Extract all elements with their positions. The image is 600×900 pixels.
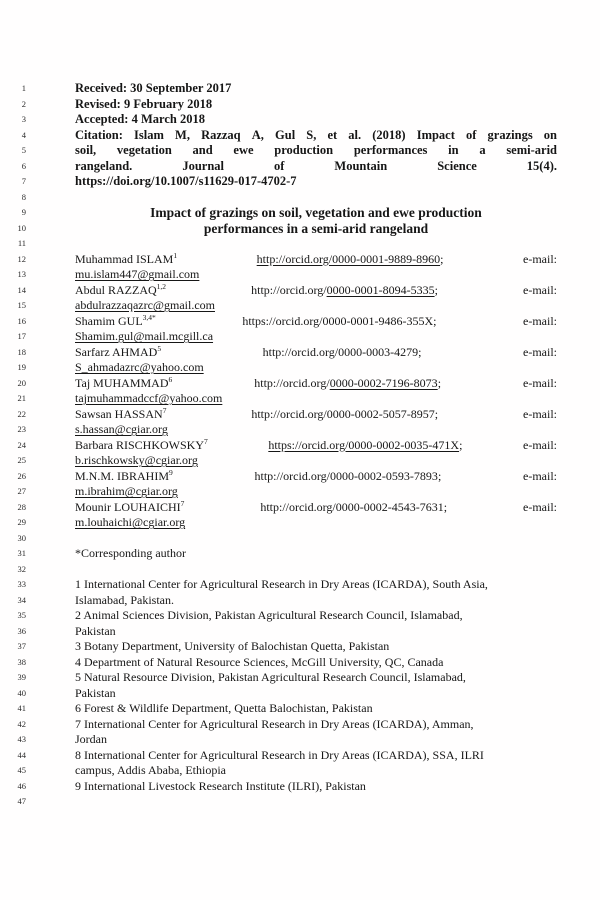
- document-line: [10, 562, 557, 578]
- revised-line: Revised: 9 February 2018: [75, 96, 213, 111]
- line-number: 16: [17, 315, 26, 326]
- line-number: 6: [21, 160, 26, 171]
- author-name: Barbara RISCHKOWSKY$^7$: [75, 436, 208, 452]
- author-affiliation-superscript: 7: [162, 405, 167, 415]
- author-affiliation-superscript: 6: [168, 374, 173, 384]
- document-line: [10, 391, 557, 407]
- document-line: [10, 717, 557, 733]
- orcid-link[interactable]: http://orcid.org/0000-0001-8094-5335;: [251, 282, 438, 297]
- line-number: 33: [17, 579, 26, 589]
- document-line: [10, 283, 557, 299]
- document-line: [10, 190, 557, 206]
- document-line: [10, 593, 557, 609]
- author-affiliation-superscript: 1,2: [156, 281, 167, 291]
- citation-word: Impact: [416, 127, 455, 142]
- author-name: Shamim $GUL^{3,4*}$: [75, 312, 156, 328]
- citation-word: production: [274, 143, 334, 157]
- email-link[interactable]: m.ibrahim@cgiar.org: [75, 484, 178, 498]
- email-label: e-mail:: [523, 313, 557, 328]
- email-link[interactable]: Shamim.gul@mail.mcgill.ca: [75, 329, 214, 343]
- orcid-link[interactable]: http://orcid.org/0000-0002-0593-7893;: [254, 468, 442, 483]
- document-line: [10, 484, 557, 500]
- line-number: 12: [17, 253, 26, 264]
- affiliation-line: 2 Animal Sciences Division, Pakistan Agricultural Research Council, Islamabad,: [75, 608, 463, 622]
- author-affiliation-superscript: 5: [157, 343, 162, 353]
- citation-word: et: [327, 127, 338, 142]
- citation-word: on: [543, 127, 557, 142]
- received-line: Received: 30 September 2017: [75, 81, 232, 95]
- orcid-link[interactable]: http://orcid.org/0000-0003-4279;: [262, 344, 422, 359]
- document-line: [10, 794, 557, 810]
- document-line: [10, 407, 557, 423]
- orcid-link[interactable]: http://orcid.org/0000-0002-4543-7631;: [260, 499, 448, 514]
- email-label: e-mail:: [523, 499, 557, 514]
- document-line: [10, 469, 557, 485]
- document-line: [10, 670, 557, 686]
- line-number: 2: [21, 98, 26, 109]
- author-name: M.N.M. IBRAHIM$^9$: [75, 467, 173, 483]
- line-number: 47: [17, 796, 26, 806]
- corresponding-author-note: *Corresponding author: [75, 546, 186, 560]
- line-number: 13: [17, 269, 26, 279]
- line-number: 39: [17, 672, 26, 682]
- email-label: e-mail:: [523, 437, 557, 452]
- citation-word: al.: [348, 127, 362, 142]
- author-name: Abdul RAZZAQ$^{1,2}$: [75, 281, 167, 297]
- line-number: 7: [21, 176, 26, 186]
- line-number: 36: [17, 625, 26, 636]
- document-line: [10, 97, 557, 113]
- citation-word: semi-arid: [506, 143, 557, 157]
- citation-word: Citation:: [75, 127, 123, 142]
- email-link[interactable]: S_ahmadazrc@yahoo.com: [75, 360, 204, 374]
- citation-word: 15(4).: [526, 158, 557, 173]
- line-number: 21: [17, 393, 26, 403]
- citation-word: performances: [353, 143, 428, 157]
- document-line: [10, 686, 557, 702]
- line-number: 23: [17, 424, 26, 434]
- line-numbered-text-block: [10, 81, 557, 810]
- document-line: [10, 159, 557, 175]
- orcid-link[interactable]: http://orcid.org/0000-0002-5057-8957;: [251, 406, 439, 421]
- citation-word: rangeland.: [75, 158, 133, 173]
- line-number: 11: [17, 238, 26, 248]
- author-affiliation-superscript: 7: [203, 436, 208, 446]
- line-number: 29: [17, 517, 26, 527]
- author-affiliation-superscript: 1: [173, 250, 178, 260]
- line-number: 35: [17, 610, 26, 620]
- line-number: 18: [17, 346, 26, 357]
- citation-word: and: [192, 143, 213, 157]
- line-number: 44: [17, 749, 26, 760]
- email-link[interactable]: mu.islam447@gmail.com: [75, 267, 200, 281]
- document-line: [10, 748, 557, 764]
- affiliation-line: 4 Department of Natural Resource Sciences, McGill University, QC, Canada: [75, 654, 444, 669]
- citation-word: of: [274, 158, 285, 173]
- line-number: 37: [17, 641, 26, 651]
- citation-word: vegetation: [116, 143, 172, 157]
- document-line: [10, 112, 557, 128]
- line-number: 25: [17, 455, 26, 465]
- document-line: [10, 205, 557, 221]
- document-line: [10, 500, 557, 516]
- document-line: [10, 608, 557, 624]
- email-link[interactable]: m.louhaichi@cgiar.org: [75, 515, 186, 529]
- email-link[interactable]: abdulrazzaqazrc@gmail.com: [75, 298, 215, 312]
- line-number: 27: [17, 486, 26, 496]
- document-line: [10, 779, 557, 795]
- author-affiliation-superscript: 3,4*: [142, 312, 156, 322]
- citation-word: a: [479, 143, 486, 157]
- author-name: Muhammad ISLAM$^1$: [75, 250, 178, 266]
- document-line: [10, 174, 557, 190]
- affiliation-line: Jordan: [75, 732, 107, 746]
- document-line: [10, 236, 557, 252]
- document-line: [10, 143, 557, 159]
- author-name: Sarfarz AHMAD$^5$: [75, 343, 162, 359]
- line-number: 38: [17, 656, 26, 667]
- document-line: [10, 81, 557, 97]
- line-number: 10: [17, 222, 26, 233]
- document-line: [10, 531, 557, 547]
- line-number: 41: [17, 703, 26, 713]
- email-label: e-mail:: [523, 251, 557, 266]
- line-number: 4: [21, 129, 26, 140]
- email-label: e-mail:: [523, 375, 557, 390]
- document-line: [10, 298, 557, 314]
- doi-link[interactable]: https://doi.org/10.1007/s11629-017-4702-7: [75, 174, 297, 188]
- affiliation-line: 7 International Center for Agricultural Research in Dry Areas (ICARDA), Amman,: [75, 716, 474, 731]
- paper-title-line: performances in a semi-arid rangeland: [203, 220, 429, 236]
- citation-word: of: [466, 127, 477, 142]
- email-link[interactable]: s.hassan@cgiar.org: [75, 422, 168, 436]
- document-line: [10, 329, 557, 345]
- citation-word: ewe: [233, 143, 254, 157]
- affiliation-line: 1 International Center for Agricultural Research in Dry Areas (ICARDA), South Asia,: [75, 577, 488, 591]
- line-number: 40: [17, 687, 26, 698]
- orcid-link[interactable]: http://orcid.org/0000-0001-9889-8960;: [256, 251, 444, 266]
- document-line: [10, 515, 557, 531]
- line-number: 17: [17, 331, 26, 341]
- paper-title-line: Impact of grazings on soil, vegetation and ewe production: [150, 205, 482, 220]
- citation-word: Science: [437, 158, 477, 173]
- citation-word: Islam: [134, 127, 164, 142]
- affiliation-line: campus, Addis Ababa, Ethiopia: [75, 763, 226, 777]
- citation-word: (2018): [372, 127, 406, 142]
- affiliation-line: 6 Forest & Wildlife Department, Quetta Balochistan, Pakistan: [75, 701, 373, 715]
- document-line: [10, 701, 557, 717]
- accepted-line: Accepted: 4 March 2018: [75, 112, 205, 126]
- citation-word: Journal: [182, 158, 224, 173]
- document-line: [10, 546, 557, 562]
- citation-word: S,: [306, 127, 317, 142]
- line-number: 8: [21, 191, 26, 202]
- orcid-link[interactable]: https://orcid.org/0000-0001-9486-355X;: [242, 313, 437, 328]
- author-name: Sawsan HASSAN$^7$: [75, 405, 167, 421]
- line-number: 15: [17, 300, 26, 310]
- affiliation-line: Islamabad, Pakistan.: [75, 592, 174, 607]
- document-line: [10, 221, 557, 237]
- document-line: [10, 422, 557, 438]
- line-number: 43: [17, 734, 26, 744]
- line-number: 9: [21, 207, 26, 217]
- line-number: 45: [17, 765, 26, 775]
- document-line: [10, 252, 557, 268]
- citation-word: Razzaq: [201, 127, 241, 142]
- citation-word: in: [448, 143, 459, 157]
- email-label: e-mail:: [523, 468, 557, 483]
- line-number: 5: [21, 145, 26, 155]
- citation-word: Mountain: [334, 158, 388, 173]
- author-name: Mounir LOUHAICHI$^7$: [75, 498, 185, 514]
- document-line: [10, 345, 557, 361]
- document-line: [10, 655, 557, 671]
- document-line: [10, 732, 557, 748]
- email-label: e-mail:: [523, 282, 557, 297]
- document-line: [10, 376, 557, 392]
- document-line: [10, 453, 557, 469]
- line-number: 31: [17, 548, 26, 558]
- affiliation-line: 5 Natural Resource Division, Pakistan Agricultural Research Council, Islamabad,: [75, 670, 466, 684]
- affiliation-line: 9 International Livestock Research Institute (ILRI), Pakistan: [75, 778, 366, 793]
- citation-word: M,: [175, 127, 190, 142]
- line-number: 32: [17, 563, 26, 574]
- line-number: 20: [17, 377, 26, 388]
- affiliation-line: 8 International Center for Agricultural Research in Dry Areas (ICARDA), SSA, ILRI: [75, 747, 484, 762]
- orcid-link[interactable]: https://orcid.org/0000-0002-0035-471X;: [268, 437, 463, 452]
- author-name: Taj MUHAMMAD$^6$: [75, 374, 173, 390]
- line-number: 14: [17, 284, 26, 295]
- document-line: [10, 267, 557, 283]
- document-line: [10, 577, 557, 593]
- email-link[interactable]: tajmuhammadccf@yahoo.com: [75, 391, 223, 405]
- line-number: 28: [17, 501, 26, 512]
- document-line: [10, 438, 557, 454]
- author-affiliation-superscript: 9: [169, 467, 173, 477]
- line-number: 19: [17, 362, 26, 372]
- document-line: [10, 128, 557, 144]
- line-number: 1: [21, 83, 26, 93]
- line-number: 42: [17, 718, 26, 729]
- citation-word: soil,: [75, 143, 97, 157]
- affiliation-line: Pakistan: [75, 623, 116, 638]
- document-line: [10, 624, 557, 640]
- affiliation-line: Pakistan: [75, 685, 116, 700]
- document-line: [10, 360, 557, 376]
- line-number: 34: [17, 594, 26, 605]
- email-label: e-mail:: [523, 406, 557, 421]
- citation-word: Gul: [275, 127, 296, 142]
- email-link[interactable]: b.rischkowsky@cgiar.org: [75, 453, 198, 467]
- line-number: 30: [17, 532, 26, 543]
- line-number: 46: [17, 780, 26, 791]
- email-label: e-mail:: [523, 344, 557, 359]
- document-line: [10, 314, 557, 330]
- line-number: 24: [17, 439, 26, 450]
- author-affiliation-superscript: 7: [180, 498, 185, 508]
- affiliation-line: 3 Botany Department, University of Balochistan Quetta, Pakistan: [75, 639, 390, 653]
- line-number: 3: [21, 114, 26, 124]
- line-number: 26: [17, 470, 26, 481]
- orcid-link[interactable]: http://orcid.org/0000-0002-7196-8073;: [254, 375, 442, 390]
- document-line: [10, 639, 557, 655]
- document-line: [10, 763, 557, 779]
- citation-word: A,: [251, 127, 264, 142]
- citation-word: grazings: [487, 127, 533, 142]
- line-number: 22: [17, 408, 26, 419]
